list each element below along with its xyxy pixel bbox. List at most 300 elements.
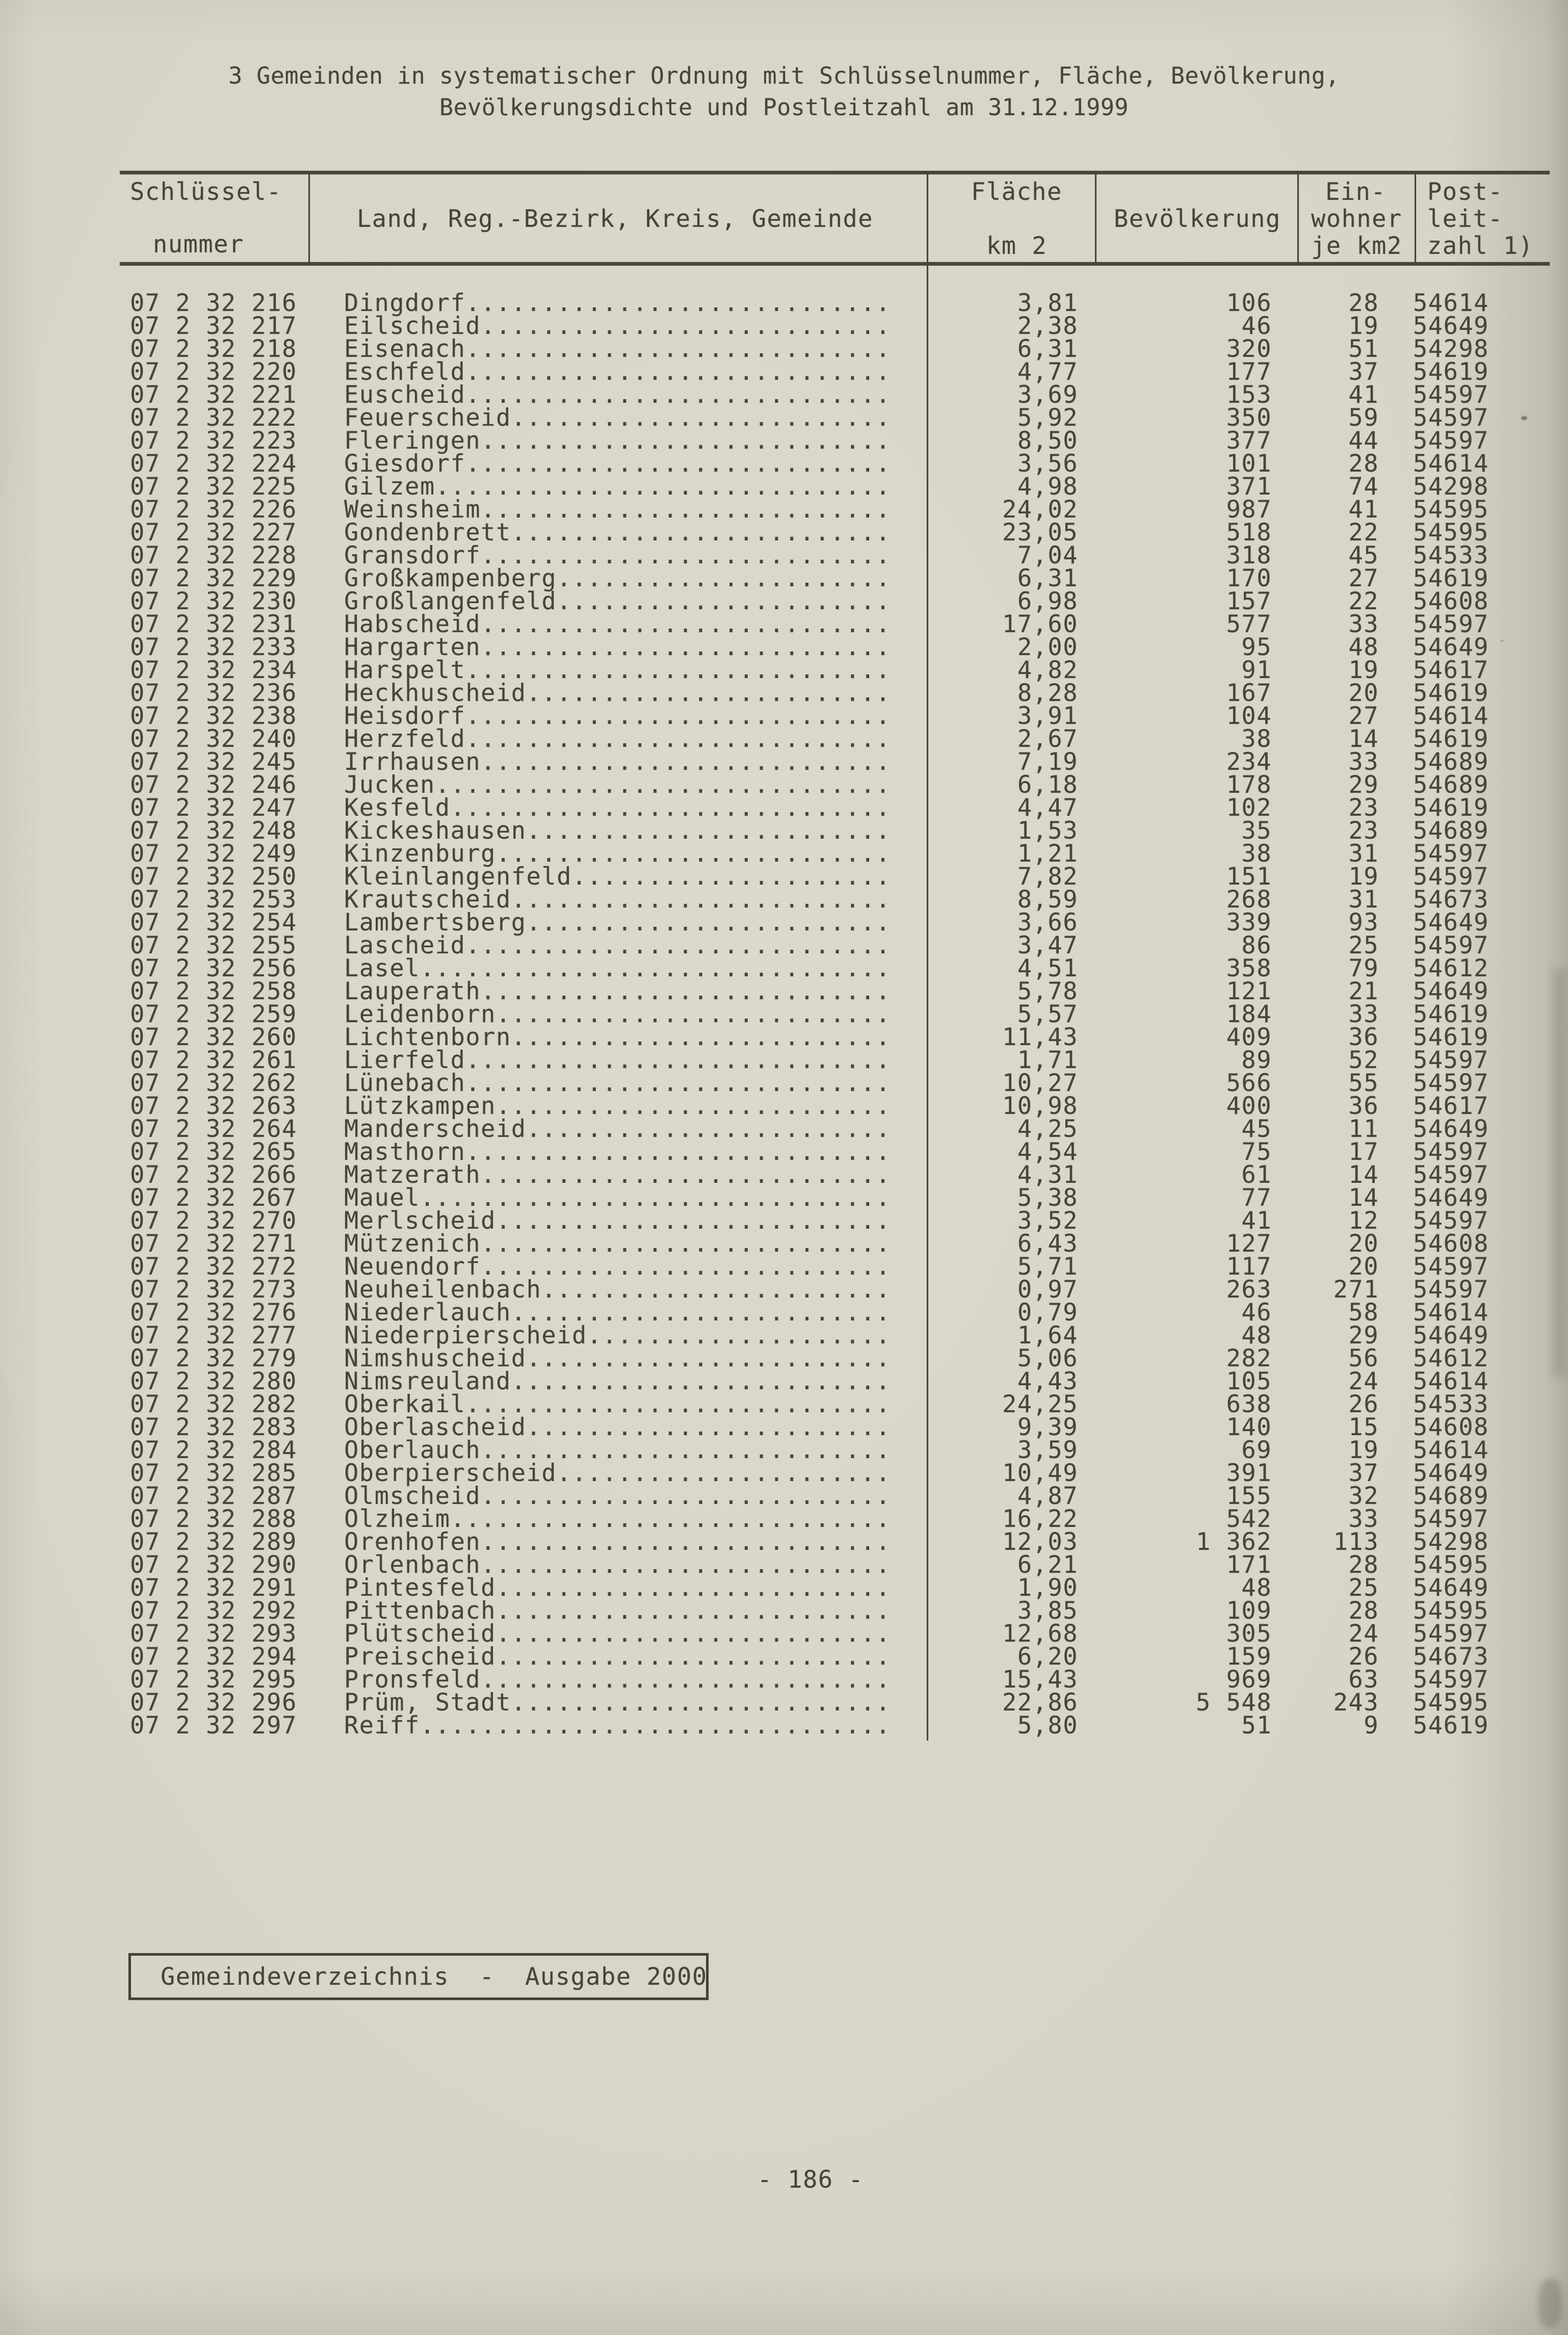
row-flaeche: 7,04	[1017, 541, 1078, 569]
table-header-bottom-rule	[120, 262, 1550, 266]
row-gemeinde-name: Feuerscheid.........................	[344, 404, 891, 432]
row-einwohner-je-km2: 20	[1348, 1253, 1379, 1281]
row-flaeche: 10,49	[1002, 1459, 1078, 1487]
table-row	[0, 633, 1568, 661]
table-row	[0, 1184, 1568, 1212]
table-top-rule	[120, 171, 1550, 174]
row-gemeinde-name: Kinzenburg..........................	[344, 840, 891, 868]
table-row	[0, 541, 1568, 569]
table-row	[0, 656, 1568, 684]
row-gemeinde-name: Matzerath...........................	[344, 1161, 891, 1189]
row-einwohner-je-km2: 32	[1348, 1482, 1379, 1510]
row-einwohner-je-km2: 28	[1348, 1551, 1379, 1579]
row-gemeinde-name: Heckhuscheid........................	[344, 679, 891, 707]
row-einwohner-je-km2: 33	[1348, 748, 1379, 776]
table-row	[0, 1551, 1568, 1579]
table-row	[0, 1161, 1568, 1189]
header-divider-population	[1297, 173, 1299, 263]
row-postleitzahl: 54597	[1413, 1620, 1489, 1648]
row-key: 07 2 32 270	[130, 1207, 297, 1235]
header-divider-area	[1095, 173, 1096, 263]
row-postleitzahl: 54597	[1413, 427, 1489, 455]
row-einwohner-je-km2: 20	[1348, 1230, 1379, 1258]
row-gemeinde-name: Lünebach............................	[344, 1069, 891, 1097]
row-key: 07 2 32 229	[130, 564, 297, 592]
edition-box-label: Gemeindeverzeichnis - Ausgabe 2000	[161, 1962, 708, 1991]
table-row	[0, 954, 1568, 982]
table-row	[0, 1023, 1568, 1051]
row-bevoelkerung: 75	[1241, 1138, 1272, 1166]
row-flaeche: 8,59	[1017, 886, 1078, 914]
row-flaeche: 5,06	[1017, 1344, 1078, 1372]
row-bevoelkerung: 89	[1241, 1046, 1272, 1074]
row-key: 07 2 32 245	[130, 748, 297, 776]
row-key: 07 2 32 218	[130, 335, 297, 363]
row-einwohner-je-km2: 58	[1348, 1299, 1379, 1327]
row-bevoelkerung: 566	[1226, 1069, 1272, 1097]
row-bevoelkerung: 77	[1241, 1184, 1272, 1212]
row-bevoelkerung: 318	[1226, 541, 1272, 569]
row-postleitzahl: 54612	[1413, 954, 1489, 982]
table-row	[0, 1092, 1568, 1120]
row-flaeche: 24,25	[1002, 1390, 1078, 1418]
row-key: 07 2 32 216	[130, 289, 297, 317]
row-postleitzahl: 54597	[1413, 404, 1489, 432]
row-key: 07 2 32 240	[130, 725, 297, 753]
row-einwohner-je-km2: 41	[1348, 381, 1379, 409]
table-row	[0, 1276, 1568, 1304]
row-einwohner-je-km2: 45	[1348, 541, 1379, 569]
row-key: 07 2 32 249	[130, 840, 297, 868]
row-flaeche: 6,20	[1017, 1643, 1078, 1671]
table-body	[0, 289, 1568, 1740]
row-postleitzahl: 54673	[1413, 1643, 1489, 1671]
table-row	[0, 1436, 1568, 1464]
row-postleitzahl: 54649	[1413, 1184, 1489, 1212]
row-gemeinde-name: Orenhofen...........................	[344, 1528, 891, 1556]
row-key: 07 2 32 292	[130, 1597, 297, 1625]
row-postleitzahl: 54608	[1413, 1230, 1489, 1258]
row-flaeche: 0,97	[1017, 1276, 1078, 1304]
row-gemeinde-name: Lasel...............................	[344, 954, 891, 982]
row-flaeche: 3,47	[1017, 931, 1078, 959]
row-einwohner-je-km2: 27	[1348, 564, 1379, 592]
row-postleitzahl: 54597	[1413, 610, 1489, 638]
row-key: 07 2 32 227	[130, 518, 297, 547]
row-postleitzahl: 54597	[1413, 1046, 1489, 1074]
row-bevoelkerung: 69	[1241, 1436, 1272, 1464]
row-key: 07 2 32 261	[130, 1046, 297, 1074]
row-gemeinde-name: Irrhausen...........................	[344, 748, 891, 776]
table-row	[0, 358, 1568, 386]
row-postleitzahl: 54619	[1413, 794, 1489, 822]
row-gemeinde-name: Kleinlangenfeld.....................	[344, 863, 891, 891]
row-flaeche: 6,18	[1017, 771, 1078, 799]
header-flaeche-line1: Fläche	[971, 178, 1062, 206]
row-key: 07 2 32 226	[130, 496, 297, 524]
row-gemeinde-name: Lützkampen..........................	[344, 1092, 891, 1120]
table-row	[0, 863, 1568, 891]
row-bevoelkerung: 140	[1226, 1413, 1272, 1441]
row-bevoelkerung: 178	[1226, 771, 1272, 799]
row-gemeinde-name: Mützenich...........................	[344, 1230, 891, 1258]
row-postleitzahl: 54595	[1413, 1597, 1489, 1625]
table-row	[0, 1046, 1568, 1074]
row-einwohner-je-km2: 22	[1348, 587, 1379, 615]
row-gemeinde-name: Neuendorf...........................	[344, 1253, 891, 1281]
row-gemeinde-name: Eschfeld............................	[344, 358, 891, 386]
row-key: 07 2 32 253	[130, 886, 297, 914]
row-flaeche: 5,71	[1017, 1253, 1078, 1281]
row-gemeinde-name: Lauperath...........................	[344, 977, 891, 1005]
row-gemeinde-name: Nimsreuland.........................	[344, 1367, 891, 1395]
row-key: 07 2 32 248	[130, 817, 297, 845]
table-row	[0, 1230, 1568, 1258]
row-bevoelkerung: 51	[1241, 1711, 1272, 1740]
row-einwohner-je-km2: 44	[1348, 427, 1379, 455]
table-row	[0, 1207, 1568, 1235]
row-key: 07 2 32 256	[130, 954, 297, 982]
row-postleitzahl: 54689	[1413, 1482, 1489, 1510]
row-flaeche: 5,78	[1017, 977, 1078, 1005]
row-einwohner-je-km2: 33	[1348, 1000, 1379, 1028]
row-bevoelkerung: 358	[1226, 954, 1272, 982]
row-bevoelkerung: 105	[1226, 1367, 1272, 1395]
row-bevoelkerung: 339	[1226, 909, 1272, 937]
table-row	[0, 1069, 1568, 1097]
row-key: 07 2 32 247	[130, 794, 297, 822]
title-line-1: 3 Gemeinden in systematischer Ordnung mit Schlüsselnummer, Fläche, Bevölkerung,	[228, 62, 1340, 89]
table-rows	[0, 289, 1568, 1740]
table-row	[0, 1711, 1568, 1740]
row-postleitzahl: 54595	[1413, 496, 1489, 524]
row-postleitzahl: 54597	[1413, 1069, 1489, 1097]
row-flaeche: 3,85	[1017, 1597, 1078, 1625]
row-gemeinde-name: Gilzem..............................	[344, 473, 891, 501]
row-bevoelkerung: 305	[1226, 1620, 1272, 1648]
row-flaeche: 4,25	[1017, 1115, 1078, 1143]
row-postleitzahl: 54595	[1413, 1551, 1489, 1579]
row-key: 07 2 32 277	[130, 1321, 297, 1350]
row-postleitzahl: 54614	[1413, 1367, 1489, 1395]
row-bevoelkerung: 282	[1226, 1344, 1272, 1372]
row-postleitzahl: 54608	[1413, 587, 1489, 615]
row-postleitzahl: 54595	[1413, 1689, 1489, 1717]
table-row	[0, 1138, 1568, 1166]
row-bevoelkerung: 234	[1226, 748, 1272, 776]
row-key: 07 2 32 294	[130, 1643, 297, 1671]
row-bevoelkerung: 127	[1226, 1230, 1272, 1258]
row-bevoelkerung: 518	[1226, 518, 1272, 547]
row-key: 07 2 32 276	[130, 1299, 297, 1327]
table-row	[0, 1390, 1568, 1418]
row-gemeinde-name: Oberpierscheid......................	[344, 1459, 891, 1487]
row-postleitzahl: 54597	[1413, 1207, 1489, 1235]
row-einwohner-je-km2: 25	[1348, 931, 1379, 959]
row-key: 07 2 32 283	[130, 1413, 297, 1441]
row-einwohner-je-km2: 243	[1333, 1689, 1379, 1717]
row-postleitzahl: 54533	[1413, 541, 1489, 569]
row-flaeche: 0,79	[1017, 1299, 1078, 1327]
row-bevoelkerung: 155	[1226, 1482, 1272, 1510]
table-row	[0, 381, 1568, 409]
row-postleitzahl: 54612	[1413, 1344, 1489, 1372]
row-key: 07 2 32 287	[130, 1482, 297, 1510]
row-flaeche: 4,51	[1017, 954, 1078, 982]
table-row	[0, 335, 1568, 363]
row-postleitzahl: 54533	[1413, 1390, 1489, 1418]
row-einwohner-je-km2: 24	[1348, 1620, 1379, 1648]
row-key: 07 2 32 288	[130, 1505, 297, 1533]
row-gemeinde-name: Kickeshausen........................	[344, 817, 891, 845]
row-flaeche: 3,81	[1017, 289, 1078, 317]
row-einwohner-je-km2: 29	[1348, 1321, 1379, 1350]
row-einwohner-je-km2: 20	[1348, 679, 1379, 707]
row-flaeche: 1,53	[1017, 817, 1078, 845]
row-postleitzahl: 54597	[1413, 1161, 1489, 1189]
row-flaeche: 5,80	[1017, 1711, 1078, 1740]
row-key: 07 2 32 220	[130, 358, 297, 386]
table-row	[0, 1597, 1568, 1625]
table-row	[0, 1666, 1568, 1694]
table-row	[0, 587, 1568, 615]
row-gemeinde-name: Eilscheid...........................	[344, 312, 891, 340]
row-einwohner-je-km2: 28	[1348, 289, 1379, 317]
row-bevoelkerung: 95	[1241, 633, 1272, 661]
row-einwohner-je-km2: 93	[1348, 909, 1379, 937]
table-row	[0, 1367, 1568, 1395]
row-einwohner-je-km2: 15	[1348, 1413, 1379, 1441]
table-row	[0, 1413, 1568, 1441]
row-key: 07 2 32 259	[130, 1000, 297, 1028]
row-flaeche: 12,68	[1002, 1620, 1078, 1648]
row-einwohner-je-km2: 37	[1348, 1459, 1379, 1487]
table-row	[0, 1620, 1568, 1648]
row-flaeche: 22,86	[1002, 1689, 1078, 1717]
row-bevoelkerung: 987	[1226, 496, 1272, 524]
row-gemeinde-name: Prüm, Stadt.........................	[344, 1689, 891, 1717]
row-flaeche: 4,47	[1017, 794, 1078, 822]
row-key: 07 2 32 263	[130, 1092, 297, 1120]
row-einwohner-je-km2: 19	[1348, 312, 1379, 340]
row-flaeche: 4,98	[1017, 473, 1078, 501]
row-bevoelkerung: 48	[1241, 1574, 1272, 1602]
row-bevoelkerung: 268	[1226, 886, 1272, 914]
table-row	[0, 1253, 1568, 1281]
row-flaeche: 6,31	[1017, 564, 1078, 592]
row-bevoelkerung: 542	[1226, 1505, 1272, 1533]
row-flaeche: 10,27	[1002, 1069, 1078, 1097]
row-gemeinde-name: Mauel...............................	[344, 1184, 891, 1212]
table-row	[0, 771, 1568, 799]
row-einwohner-je-km2: 19	[1348, 863, 1379, 891]
table-row	[0, 1689, 1568, 1717]
row-flaeche: 4,31	[1017, 1161, 1078, 1189]
row-bevoelkerung: 577	[1226, 610, 1272, 638]
row-einwohner-je-km2: 11	[1348, 1115, 1379, 1143]
table-row	[0, 1505, 1568, 1533]
row-bevoelkerung: 350	[1226, 404, 1272, 432]
row-flaeche: 15,43	[1002, 1666, 1078, 1694]
row-postleitzahl: 54614	[1413, 1436, 1489, 1464]
row-gemeinde-name: Pintesfeld..........................	[344, 1574, 891, 1602]
row-postleitzahl: 54614	[1413, 289, 1489, 317]
row-key: 07 2 32 271	[130, 1230, 297, 1258]
edition-box	[128, 1953, 709, 2000]
row-postleitzahl: 54597	[1413, 1505, 1489, 1533]
row-flaeche: 24,02	[1002, 496, 1078, 524]
header-divider-name	[927, 173, 928, 263]
row-einwohner-je-km2: 33	[1348, 610, 1379, 638]
row-gemeinde-name: Merlscheid..........................	[344, 1207, 891, 1235]
row-key: 07 2 32 264	[130, 1115, 297, 1143]
table-row	[0, 427, 1568, 455]
row-gemeinde-name: Herzfeld............................	[344, 725, 891, 753]
row-key: 07 2 32 272	[130, 1253, 297, 1281]
row-bevoelkerung: 38	[1241, 725, 1272, 753]
row-key: 07 2 32 260	[130, 1023, 297, 1051]
row-gemeinde-name: Hargarten...........................	[344, 633, 891, 661]
row-bevoelkerung: 102	[1226, 794, 1272, 822]
row-key: 07 2 32 254	[130, 909, 297, 937]
row-postleitzahl: 54619	[1413, 1711, 1489, 1740]
row-key: 07 2 32 267	[130, 1184, 297, 1212]
row-gemeinde-name: Harspelt............................	[344, 656, 891, 684]
row-bevoelkerung: 61	[1241, 1161, 1272, 1189]
row-key: 07 2 32 221	[130, 381, 297, 409]
row-einwohner-je-km2: 63	[1348, 1666, 1379, 1694]
row-gemeinde-name: Gransdorf...........................	[344, 541, 891, 569]
row-einwohner-je-km2: 37	[1348, 358, 1379, 386]
row-key: 07 2 32 250	[130, 863, 297, 891]
row-flaeche: 8,50	[1017, 427, 1078, 455]
row-key: 07 2 32 265	[130, 1138, 297, 1166]
row-bevoelkerung: 121	[1226, 977, 1272, 1005]
table-row	[0, 564, 1568, 592]
row-bevoelkerung: 969	[1226, 1666, 1272, 1694]
row-postleitzahl: 54614	[1413, 1299, 1489, 1327]
row-key: 07 2 32 222	[130, 404, 297, 432]
row-flaeche: 4,43	[1017, 1367, 1078, 1395]
row-gemeinde-name: Preischeid..........................	[344, 1643, 891, 1671]
row-flaeche: 16,22	[1002, 1505, 1078, 1533]
row-flaeche: 3,66	[1017, 909, 1078, 937]
row-flaeche: 2,67	[1017, 725, 1078, 753]
row-bevoelkerung: 46	[1241, 312, 1272, 340]
row-bevoelkerung: 320	[1226, 335, 1272, 363]
row-gemeinde-name: Gondenbrett.........................	[344, 518, 891, 547]
row-einwohner-je-km2: 29	[1348, 771, 1379, 799]
row-einwohner-je-km2: 28	[1348, 450, 1379, 478]
row-gemeinde-name: Jucken..............................	[344, 771, 891, 799]
table-row	[0, 702, 1568, 730]
row-gemeinde-name: Giesdorf............................	[344, 450, 891, 478]
row-einwohner-je-km2: 59	[1348, 404, 1379, 432]
row-einwohner-je-km2: 79	[1348, 954, 1379, 982]
row-bevoelkerung: 400	[1226, 1092, 1272, 1120]
row-bevoelkerung: 104	[1226, 702, 1272, 730]
row-postleitzahl: 54649	[1413, 633, 1489, 661]
row-gemeinde-name: Lambertsberg........................	[344, 909, 891, 937]
row-flaeche: 3,52	[1017, 1207, 1078, 1235]
row-flaeche: 5,92	[1017, 404, 1078, 432]
row-postleitzahl: 54619	[1413, 358, 1489, 386]
table-row	[0, 1115, 1568, 1143]
row-einwohner-je-km2: 24	[1348, 1367, 1379, 1395]
row-einwohner-je-km2: 33	[1348, 1505, 1379, 1533]
row-bevoelkerung: 48	[1241, 1321, 1272, 1350]
row-key: 07 2 32 246	[130, 771, 297, 799]
header-bevoelkerung: Bevölkerung	[1114, 205, 1281, 233]
row-postleitzahl: 54608	[1413, 1413, 1489, 1441]
row-einwohner-je-km2: 14	[1348, 1161, 1379, 1189]
row-postleitzahl: 54689	[1413, 817, 1489, 845]
table-row	[0, 1459, 1568, 1487]
row-postleitzahl: 54649	[1413, 1115, 1489, 1143]
row-flaeche: 4,77	[1017, 358, 1078, 386]
row-bevoelkerung: 1 362	[1196, 1528, 1272, 1556]
row-postleitzahl: 54649	[1413, 1574, 1489, 1602]
row-einwohner-je-km2: 19	[1348, 1436, 1379, 1464]
row-flaeche: 7,82	[1017, 863, 1078, 891]
row-flaeche: 2,38	[1017, 312, 1078, 340]
row-bevoelkerung: 167	[1226, 679, 1272, 707]
row-bevoelkerung: 263	[1226, 1276, 1272, 1304]
row-key: 07 2 32 228	[130, 541, 297, 569]
row-postleitzahl: 54619	[1413, 725, 1489, 753]
row-einwohner-je-km2: 9	[1364, 1711, 1379, 1740]
table-row	[0, 748, 1568, 776]
row-key: 07 2 32 223	[130, 427, 297, 455]
row-gemeinde-name: Niederlauch.........................	[344, 1299, 891, 1327]
row-key: 07 2 32 280	[130, 1367, 297, 1395]
header-schluessel-line1: Schlüssel-	[130, 178, 282, 206]
table-row	[0, 289, 1568, 317]
row-key: 07 2 32 224	[130, 450, 297, 478]
row-postleitzahl: 54689	[1413, 748, 1489, 776]
row-gemeinde-name: Großlangenfeld......................	[344, 587, 891, 615]
row-postleitzahl: 54649	[1413, 1321, 1489, 1350]
page-title	[0, 60, 1568, 123]
row-postleitzahl: 54597	[1413, 1138, 1489, 1166]
row-key: 07 2 32 297	[130, 1711, 297, 1740]
row-einwohner-je-km2: 23	[1348, 817, 1379, 845]
row-bevoelkerung: 5 548	[1196, 1689, 1272, 1717]
row-einwohner-je-km2: 22	[1348, 518, 1379, 547]
row-flaeche: 6,31	[1017, 335, 1078, 363]
row-einwohner-je-km2: 36	[1348, 1023, 1379, 1051]
row-einwohner-je-km2: 113	[1333, 1528, 1379, 1556]
row-flaeche: 5,38	[1017, 1184, 1078, 1212]
row-bevoelkerung: 41	[1241, 1207, 1272, 1235]
row-key: 07 2 32 236	[130, 679, 297, 707]
row-einwohner-je-km2: 51	[1348, 335, 1379, 363]
header-divider-density	[1415, 173, 1416, 263]
row-key: 07 2 32 279	[130, 1344, 297, 1372]
row-key: 07 2 32 282	[130, 1390, 297, 1418]
header-flaeche-line2: km 2	[986, 232, 1048, 260]
row-bevoelkerung: 170	[1226, 564, 1272, 592]
row-gemeinde-name: Fleringen...........................	[344, 427, 891, 455]
row-einwohner-je-km2: 56	[1348, 1344, 1379, 1372]
row-postleitzahl: 54649	[1413, 909, 1489, 937]
row-postleitzahl: 54619	[1413, 564, 1489, 592]
row-flaeche: 4,82	[1017, 656, 1078, 684]
header-einwohner-line1: Ein-	[1325, 178, 1387, 206]
row-gemeinde-name: Lichtenborn.........................	[344, 1023, 891, 1051]
row-einwohner-je-km2: 21	[1348, 977, 1379, 1005]
row-postleitzahl: 54614	[1413, 702, 1489, 730]
